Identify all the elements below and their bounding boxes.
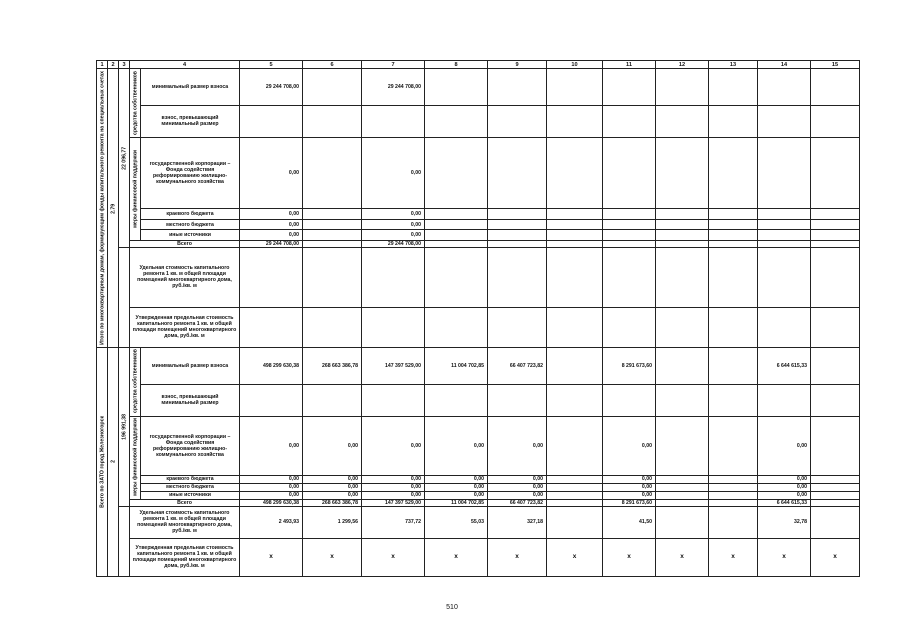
value-cell	[811, 247, 860, 307]
value-cell: 11 004 702,85	[425, 347, 488, 384]
value-cell	[488, 384, 547, 416]
value-cell: 32,78	[758, 506, 811, 538]
section-area: 22 096,77	[119, 69, 130, 248]
value-cell: 55,03	[425, 506, 488, 538]
owners-funds-group: средства собственников	[130, 347, 141, 416]
section-number: 2.79	[108, 69, 119, 348]
block1-row	[97, 69, 860, 106]
row-label: взнос, превышающий минимальный размер	[141, 105, 240, 137]
value-cell	[603, 138, 656, 209]
value-cell	[709, 240, 758, 247]
value-cell	[656, 69, 709, 106]
value-cell: 147 397 529,00	[362, 499, 425, 506]
value-cell	[240, 105, 303, 137]
value-cell	[811, 230, 860, 241]
value-cell: 29 244 708,00	[240, 69, 303, 106]
value-cell	[603, 69, 656, 106]
value-cell	[709, 209, 758, 220]
value-cell	[656, 230, 709, 241]
value-cell	[547, 506, 603, 538]
row-label: иные источники	[141, 230, 240, 241]
value-cell	[709, 247, 758, 307]
block2-row	[97, 416, 860, 475]
total-label: Всего	[130, 499, 240, 506]
value-cell	[709, 384, 758, 416]
value-cell: 0,00	[603, 483, 656, 491]
value-cell	[425, 69, 488, 106]
value-cell	[709, 307, 758, 347]
block2-row	[97, 491, 860, 499]
value-cell: 0,00	[362, 219, 425, 230]
value-cell	[758, 138, 811, 209]
value-cell	[425, 247, 488, 307]
block2-row	[97, 347, 860, 384]
block1-row	[97, 209, 860, 220]
value-cell: x	[240, 538, 303, 576]
value-cell	[303, 105, 362, 137]
value-cell	[425, 105, 488, 137]
section-number: 2	[108, 347, 119, 576]
header-row	[97, 61, 860, 69]
value-cell	[709, 506, 758, 538]
value-cell: x	[656, 538, 709, 576]
value-cell	[488, 247, 547, 307]
value-cell	[811, 483, 860, 491]
value-cell	[758, 219, 811, 230]
value-cell: 0,00	[362, 483, 425, 491]
value-cell: 0,00	[488, 416, 547, 475]
value-cell: 0,00	[758, 475, 811, 483]
value-cell: 268 663 386,78	[303, 347, 362, 384]
value-cell: 0,00	[603, 475, 656, 483]
header-cell: 11	[603, 61, 656, 69]
value-cell: 0,00	[240, 491, 303, 499]
value-cell: 0,00	[240, 475, 303, 483]
value-cell	[656, 475, 709, 483]
value-cell: 66 407 723,82	[488, 499, 547, 506]
value-cell	[758, 307, 811, 347]
value-cell	[303, 219, 362, 230]
block2-row	[97, 483, 860, 491]
value-cell	[547, 499, 603, 506]
value-cell	[425, 230, 488, 241]
header-cell: 6	[303, 61, 362, 69]
value-cell	[488, 69, 547, 106]
header-cell: 13	[709, 61, 758, 69]
header-cell: 10	[547, 61, 603, 69]
value-cell	[656, 138, 709, 209]
block2-row	[97, 538, 860, 576]
value-cell	[362, 307, 425, 347]
value-cell	[656, 240, 709, 247]
value-cell	[656, 219, 709, 230]
value-cell: 29 244 708,00	[362, 69, 425, 106]
value-cell: 0,00	[758, 483, 811, 491]
value-cell	[425, 240, 488, 247]
value-cell	[603, 240, 656, 247]
value-cell	[303, 240, 362, 247]
owners-funds-group: средства собственников	[130, 69, 141, 138]
header-cell: 9	[488, 61, 547, 69]
value-cell	[811, 384, 860, 416]
value-cell: 147 397 529,00	[362, 347, 425, 384]
value-cell: 0,00	[362, 230, 425, 241]
value-cell	[811, 475, 860, 483]
block1-row	[97, 138, 860, 209]
value-cell	[758, 105, 811, 137]
value-cell	[656, 483, 709, 491]
value-cell: 0,00	[425, 475, 488, 483]
value-cell	[603, 247, 656, 307]
value-cell	[811, 347, 860, 384]
value-cell: x	[758, 538, 811, 576]
value-cell	[811, 219, 860, 230]
value-cell	[603, 230, 656, 241]
support-measures-group: меры финансовой поддержки	[130, 138, 141, 241]
row-label: минимальный размер взноса	[141, 69, 240, 106]
row-label: государственной корпорации – Фонда содействия реформированию жилищно-коммунального хозяйства	[141, 416, 240, 475]
row-label: местного бюджета	[141, 219, 240, 230]
value-cell	[488, 240, 547, 247]
header-cell: 5	[240, 61, 303, 69]
value-cell: 8 291 673,60	[603, 347, 656, 384]
value-cell: x	[603, 538, 656, 576]
value-cell	[758, 240, 811, 247]
header-cell: 15	[811, 61, 860, 69]
value-cell	[488, 138, 547, 209]
value-cell: x	[547, 538, 603, 576]
section-title: Итого по многоквартирным домам, формирующим фонды капитального ремонта на специальных счетах	[97, 69, 108, 348]
row-label: краевого бюджета	[141, 209, 240, 220]
value-cell: 0,00	[240, 138, 303, 209]
value-cell	[488, 307, 547, 347]
value-cell	[488, 219, 547, 230]
value-cell	[709, 138, 758, 209]
value-cell	[603, 219, 656, 230]
block1-row	[97, 105, 860, 137]
value-cell: 1 299,56	[303, 506, 362, 538]
row-label: Удельная стоимость капитального ремонта 1 кв. м общей площади помещений многоквартирного дома, руб./кв. м	[130, 506, 240, 538]
value-cell	[656, 499, 709, 506]
value-cell	[603, 209, 656, 220]
value-cell	[811, 506, 860, 538]
blank-cell	[119, 506, 130, 576]
blank-cell	[119, 247, 130, 347]
value-cell	[709, 416, 758, 475]
value-cell	[656, 384, 709, 416]
block1-row	[97, 230, 860, 241]
value-cell: 11 004 702,85	[425, 499, 488, 506]
value-cell: 6 644 615,33	[758, 499, 811, 506]
value-cell: 0,00	[362, 475, 425, 483]
value-cell: 0,00	[303, 416, 362, 475]
value-cell: 0,00	[425, 483, 488, 491]
header-cell: 1	[97, 61, 108, 69]
value-cell	[811, 105, 860, 137]
value-cell	[240, 307, 303, 347]
block1-row	[97, 247, 860, 307]
block2-row	[97, 506, 860, 538]
row-label: иные источники	[141, 491, 240, 499]
value-cell: 0,00	[758, 416, 811, 475]
value-cell	[488, 230, 547, 241]
row-label: взнос, превышающий минимальный размер	[141, 384, 240, 416]
value-cell	[758, 384, 811, 416]
value-cell	[811, 138, 860, 209]
value-cell	[811, 416, 860, 475]
value-cell	[547, 105, 603, 137]
row-label: краевого бюджета	[141, 475, 240, 483]
header-cell: 12	[656, 61, 709, 69]
value-cell: 327,18	[488, 506, 547, 538]
block1-row	[97, 307, 860, 347]
value-cell	[709, 475, 758, 483]
row-label: Утвержденная предельная стоимость капитального ремонта 1 кв. м общей площади помещений многоквартирного дома, руб./кв. м	[130, 307, 240, 347]
header-cell: 14	[758, 61, 811, 69]
value-cell: x	[425, 538, 488, 576]
row-label: минимальный размер взноса	[141, 347, 240, 384]
value-cell	[547, 240, 603, 247]
value-cell	[547, 219, 603, 230]
value-cell: 0,00	[362, 416, 425, 475]
header-cell: 2	[108, 61, 119, 69]
value-cell	[362, 384, 425, 416]
value-cell	[656, 307, 709, 347]
value-cell	[603, 307, 656, 347]
value-cell	[656, 416, 709, 475]
value-cell	[240, 247, 303, 307]
value-cell: 0,00	[603, 491, 656, 499]
value-cell: 0,00	[425, 491, 488, 499]
value-cell: 0,00	[362, 138, 425, 209]
value-cell: x	[709, 538, 758, 576]
value-cell	[303, 230, 362, 241]
value-cell	[547, 483, 603, 491]
support-measures-group: меры финансовой поддержки	[130, 416, 141, 499]
value-cell: 737,72	[362, 506, 425, 538]
block1-row	[97, 219, 860, 230]
value-cell	[603, 384, 656, 416]
value-cell	[709, 499, 758, 506]
value-cell	[425, 138, 488, 209]
value-cell	[758, 69, 811, 106]
value-cell	[811, 499, 860, 506]
value-cell: 0,00	[488, 491, 547, 499]
value-cell	[811, 491, 860, 499]
block2-row	[97, 499, 860, 506]
value-cell	[656, 209, 709, 220]
value-cell	[656, 491, 709, 499]
value-cell	[547, 209, 603, 220]
value-cell	[603, 105, 656, 137]
value-cell	[547, 230, 603, 241]
value-cell	[488, 105, 547, 137]
value-cell	[488, 209, 547, 220]
value-cell: 0,00	[303, 475, 362, 483]
value-cell: 0,00	[240, 483, 303, 491]
value-cell: 0,00	[603, 416, 656, 475]
row-label: государственной корпорации – Фонда содействия реформированию жилищно-коммунального хозяйства	[141, 138, 240, 209]
value-cell	[547, 307, 603, 347]
header-cell: 4	[130, 61, 240, 69]
value-cell	[425, 209, 488, 220]
value-cell: 8 291 673,60	[603, 499, 656, 506]
header-cell: 7	[362, 61, 425, 69]
value-cell	[240, 384, 303, 416]
value-cell: 0,00	[362, 491, 425, 499]
value-cell	[709, 347, 758, 384]
value-cell: 2 493,93	[240, 506, 303, 538]
value-cell	[758, 209, 811, 220]
section-area: 196 991,38	[119, 347, 130, 506]
block2-row	[97, 475, 860, 483]
value-cell: 268 663 386,78	[303, 499, 362, 506]
value-cell: 66 407 723,82	[488, 347, 547, 384]
page-number: 510	[446, 604, 458, 611]
value-cell: x	[362, 538, 425, 576]
value-cell: 0,00	[240, 209, 303, 220]
value-cell	[362, 105, 425, 137]
value-cell	[811, 307, 860, 347]
value-cell	[303, 247, 362, 307]
row-label: местного бюджета	[141, 483, 240, 491]
value-cell	[547, 347, 603, 384]
value-cell: 29 244 708,00	[240, 240, 303, 247]
value-cell	[425, 384, 488, 416]
value-cell	[303, 384, 362, 416]
value-cell: 498 299 630,38	[240, 499, 303, 506]
value-cell: 498 299 630,38	[240, 347, 303, 384]
block1-row	[97, 240, 860, 247]
header-cell: 8	[425, 61, 488, 69]
value-cell: x	[303, 538, 362, 576]
value-cell: 0,00	[303, 491, 362, 499]
block2-row	[97, 384, 860, 416]
header-cell: 3	[119, 61, 130, 69]
value-cell	[656, 105, 709, 137]
value-cell	[303, 138, 362, 209]
value-cell: 0,00	[303, 483, 362, 491]
value-cell	[547, 384, 603, 416]
value-cell	[709, 491, 758, 499]
value-cell: 0,00	[240, 230, 303, 241]
value-cell: 6 644 615,33	[758, 347, 811, 384]
value-cell	[547, 247, 603, 307]
value-cell	[425, 307, 488, 347]
value-cell	[811, 69, 860, 106]
value-cell: 0,00	[240, 416, 303, 475]
value-cell: 29 244 708,00	[362, 240, 425, 247]
value-cell: x	[488, 538, 547, 576]
value-cell	[656, 506, 709, 538]
total-label: Всего	[130, 240, 240, 247]
value-cell	[811, 240, 860, 247]
value-cell: 41,50	[603, 506, 656, 538]
row-label: Удельная стоимость капитального ремонта 1 кв. м общей площади помещений многоквартирного дома, руб./кв. м	[130, 247, 240, 307]
section-title: Всего по ЗАТО город Железногорск	[97, 347, 108, 576]
value-cell	[656, 247, 709, 307]
value-cell	[709, 105, 758, 137]
capital-repair-table	[96, 60, 860, 577]
value-cell	[547, 138, 603, 209]
value-cell: 0,00	[488, 475, 547, 483]
value-cell	[547, 69, 603, 106]
value-cell	[362, 247, 425, 307]
value-cell	[709, 219, 758, 230]
value-cell	[547, 416, 603, 475]
value-cell	[709, 230, 758, 241]
value-cell	[758, 230, 811, 241]
value-cell: 0,00	[425, 416, 488, 475]
value-cell: 0,00	[240, 219, 303, 230]
value-cell: 0,00	[758, 491, 811, 499]
value-cell	[425, 219, 488, 230]
value-cell	[303, 307, 362, 347]
value-cell	[303, 209, 362, 220]
value-cell	[758, 247, 811, 307]
value-cell: x	[811, 538, 860, 576]
value-cell	[547, 491, 603, 499]
value-cell	[709, 69, 758, 106]
value-cell	[303, 69, 362, 106]
table-body	[97, 61, 860, 577]
value-cell	[656, 347, 709, 384]
row-label: Утвержденная предельная стоимость капитального ремонта 1 кв. м общей площади помещений многоквартирного дома, руб./кв. м	[130, 538, 240, 576]
value-cell: 0,00	[488, 483, 547, 491]
value-cell	[547, 475, 603, 483]
value-cell: 0,00	[362, 209, 425, 220]
value-cell	[811, 209, 860, 220]
value-cell	[709, 483, 758, 491]
